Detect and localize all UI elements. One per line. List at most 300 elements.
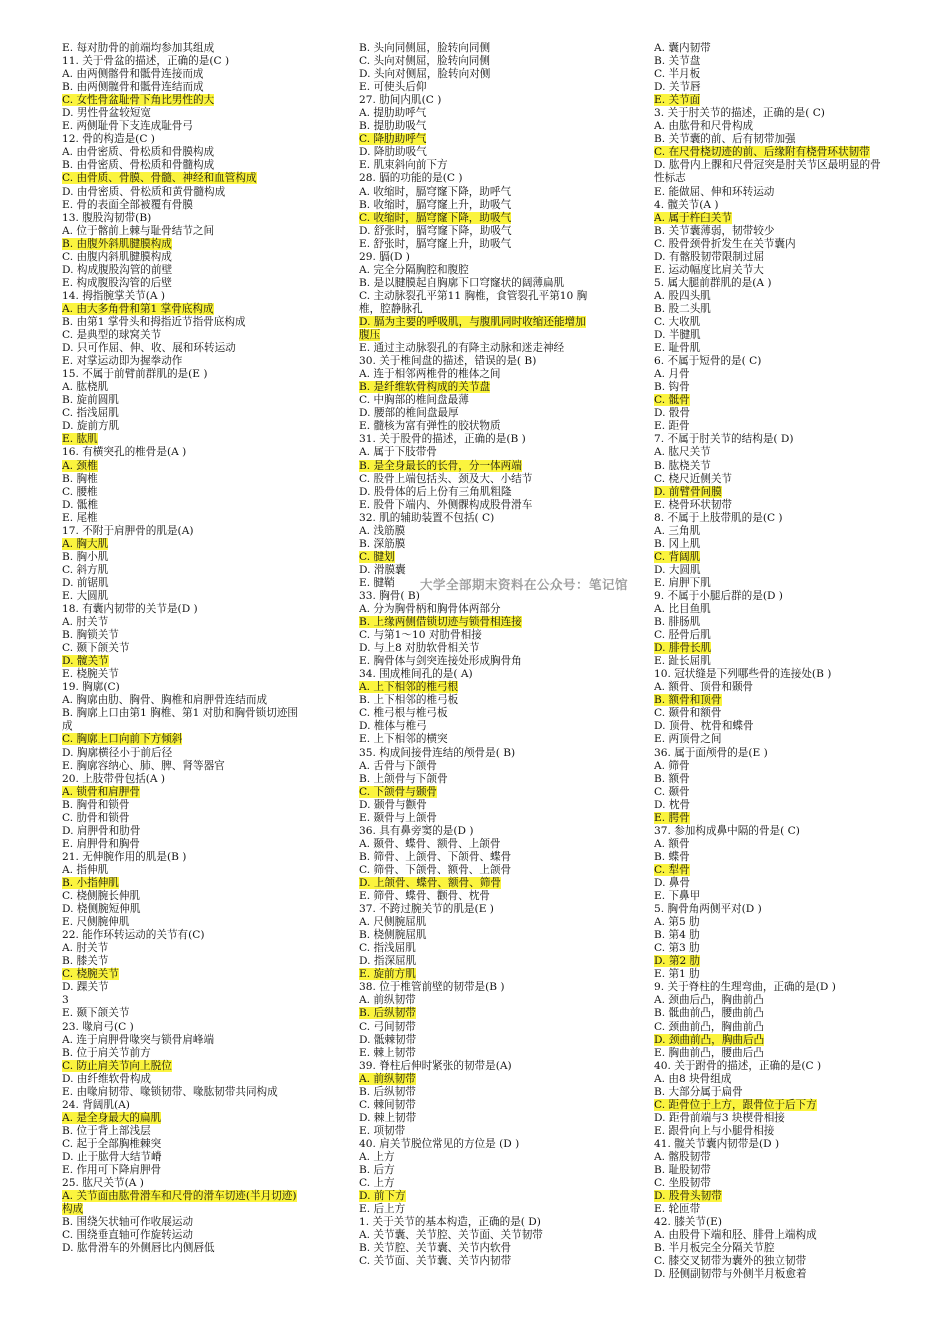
question-line bbox=[359, 1047, 595, 1060]
question-line bbox=[62, 1164, 298, 1177]
question-text: 28. 膈的功能的是(C ) bbox=[359, 172, 463, 185]
answer-highlight: D. 第2 肋 bbox=[654, 955, 701, 968]
question-line bbox=[654, 786, 890, 799]
question-text: C. 股骨上端包括头、颈及大、小结节 bbox=[359, 472, 533, 485]
question-line bbox=[654, 551, 890, 564]
question-line bbox=[654, 460, 890, 473]
answer-highlight: A. 前纵韧带 bbox=[359, 1072, 416, 1085]
question-text: D. 肱骨滑车的外侧唇比内侧唇低 bbox=[62, 1242, 215, 1255]
question-line bbox=[654, 694, 890, 707]
question-text: B. 胸锁关节 bbox=[62, 629, 119, 642]
column-left bbox=[62, 42, 298, 1309]
question-text: C. 与第1～10 对肋骨相接 bbox=[359, 629, 482, 642]
question-text: D. 只可作屈、伸、收、展和环转运动 bbox=[62, 342, 236, 355]
question-line bbox=[654, 616, 890, 629]
question-text: A. 收缩时，膈穹窿下降，助呼气 bbox=[359, 185, 512, 198]
question-line bbox=[359, 981, 595, 994]
question-line bbox=[359, 851, 595, 864]
question-line bbox=[62, 394, 298, 407]
question-text: D. 与上8 对肋软骨相关节 bbox=[359, 642, 480, 655]
question-line bbox=[654, 942, 890, 955]
question-line bbox=[654, 747, 890, 760]
question-line bbox=[654, 590, 890, 603]
question-line bbox=[359, 838, 595, 851]
question-text: D. 胫侧副韧带与外侧半月板愈着 bbox=[654, 1268, 807, 1281]
question-line bbox=[654, 1034, 890, 1047]
question-line bbox=[62, 551, 298, 564]
question-line bbox=[62, 1112, 298, 1125]
question-line bbox=[359, 55, 595, 68]
question-line bbox=[654, 1060, 890, 1073]
question-line bbox=[359, 120, 595, 133]
question-line bbox=[62, 942, 298, 955]
question-line bbox=[359, 1255, 595, 1268]
question-line bbox=[359, 890, 595, 903]
answer-highlight: C. 桡腕关节 bbox=[62, 968, 119, 981]
question-line bbox=[654, 225, 890, 238]
question-text: D. 舒张时，膈穹窿下降，助吸气 bbox=[359, 224, 512, 237]
question-line bbox=[654, 199, 890, 212]
question-text: E. 髓核为富有弹性的胶状物质 bbox=[359, 420, 501, 433]
question-line bbox=[654, 381, 890, 394]
question-text: C. 中胸部的椎间盘最薄 bbox=[359, 394, 469, 407]
question-text: E. 肩胛骨和胸骨 bbox=[62, 837, 141, 850]
question-line bbox=[359, 381, 595, 394]
question-line bbox=[654, 603, 890, 616]
question-line bbox=[62, 577, 298, 590]
question-text: B. 收缩时，膈穹窿上升，助吸气 bbox=[359, 198, 512, 211]
question-line bbox=[359, 1203, 595, 1216]
question-line bbox=[62, 994, 298, 1007]
question-text: 3. 关于肘关节的描述，正确的是( C) bbox=[654, 107, 825, 120]
question-text: D. 由纤维软骨构成 bbox=[62, 1072, 152, 1085]
question-line bbox=[654, 1099, 890, 1112]
question-line bbox=[654, 1242, 890, 1255]
question-line bbox=[62, 864, 298, 877]
question-text: A. 三角肌 bbox=[654, 524, 701, 537]
question-line bbox=[62, 668, 298, 681]
answer-highlight: A. 关节面由肱骨滑车和尺骨的滑车切迹(半月切迹)构成 bbox=[62, 1190, 297, 1216]
question-text: C. 膝交叉韧带为囊外的独立韧带 bbox=[654, 1255, 807, 1268]
question-line bbox=[359, 1007, 595, 1020]
question-line bbox=[62, 616, 298, 629]
question-text: A. 连于相邻两椎骨的椎体之间 bbox=[359, 368, 501, 381]
question-line bbox=[654, 81, 890, 94]
question-line bbox=[359, 460, 595, 473]
question-line bbox=[359, 68, 595, 81]
question-text: E. 上下相邻的横突 bbox=[359, 733, 448, 746]
question-line bbox=[359, 1177, 595, 1190]
question-line bbox=[359, 394, 595, 407]
question-text: A. 筛骨 bbox=[654, 759, 690, 772]
question-line bbox=[359, 1112, 595, 1125]
question-line bbox=[62, 303, 298, 316]
question-text: A. 指伸肌 bbox=[62, 863, 109, 876]
question-line bbox=[654, 773, 890, 786]
question-line bbox=[62, 1216, 298, 1229]
question-text: 12. 骨的构造是(C ) bbox=[62, 133, 155, 146]
question-line bbox=[62, 107, 298, 120]
question-line bbox=[359, 212, 595, 225]
question-line bbox=[359, 42, 595, 55]
question-text: E. 尺侧腕伸肌 bbox=[62, 916, 130, 929]
question-text: C. 股骨颈骨折发生在关节囊内 bbox=[654, 237, 796, 250]
question-text: A. 颞骨、蝶骨、额骨、上颌骨 bbox=[359, 837, 501, 850]
question-line bbox=[359, 186, 595, 199]
question-line bbox=[654, 1021, 890, 1034]
question-line bbox=[654, 238, 890, 251]
question-text: 23. 喙肩弓(C ) bbox=[62, 1020, 134, 1033]
question-line bbox=[654, 146, 890, 159]
question-line bbox=[359, 955, 595, 968]
answer-highlight: A. 属于杵臼关节 bbox=[654, 211, 732, 224]
answer-highlight: C. 由骨质、骨膜、骨髓、神经和血管构成 bbox=[62, 172, 257, 185]
question-line bbox=[654, 707, 890, 720]
question-text: C. 半月板 bbox=[654, 68, 701, 81]
question-line bbox=[359, 825, 595, 838]
question-line bbox=[654, 120, 890, 133]
question-line bbox=[654, 720, 890, 733]
question-text: E. 胸曲前凸，腰曲后凸 bbox=[654, 1046, 764, 1059]
question-line bbox=[359, 799, 595, 812]
question-text: 42. 膝关节(E) bbox=[654, 1216, 722, 1229]
question-line bbox=[62, 525, 298, 538]
question-line bbox=[62, 342, 298, 355]
answer-highlight: D. 前下方 bbox=[359, 1190, 406, 1203]
question-text: E. 腱鞘 bbox=[359, 576, 395, 589]
question-line bbox=[62, 172, 298, 185]
question-line bbox=[62, 146, 298, 159]
question-text: E. 距骨 bbox=[654, 420, 690, 433]
column-right bbox=[654, 42, 890, 1309]
question-text: D. 有髂股韧带限制过屈 bbox=[654, 250, 765, 263]
question-text: E. 通过主动脉裂孔的有降主动脉和迷走神经 bbox=[359, 342, 565, 355]
question-line bbox=[359, 968, 595, 981]
question-text: 30. 关于椎间盘的描述，错误的是( B) bbox=[359, 355, 537, 368]
question-line bbox=[359, 251, 595, 264]
question-text: 40. 关于跗骨的描述，正确的是(C ) bbox=[654, 1059, 822, 1072]
question-line bbox=[62, 473, 298, 486]
question-line bbox=[359, 316, 595, 342]
question-text: B. 上下相邻的椎弓板 bbox=[359, 694, 459, 707]
question-text: 15. 不属于前臂前群肌的是(E ) bbox=[62, 368, 208, 381]
question-text: 32. 肌的辅助装置不包括( C) bbox=[359, 511, 495, 524]
question-text: 16. 有横突孔的椎骨是(A ) bbox=[62, 446, 187, 459]
question-text: D. 骰骨 bbox=[654, 407, 691, 420]
answer-highlight: D. 前臂骨间膜 bbox=[654, 485, 722, 498]
question-line bbox=[62, 564, 298, 577]
question-line bbox=[62, 499, 298, 512]
question-line bbox=[359, 238, 595, 251]
question-text: 6. 不属于短骨的是( C) bbox=[654, 355, 762, 368]
question-text: D. 大圆肌 bbox=[654, 563, 701, 576]
question-text: D. 降肋助吸气 bbox=[359, 146, 427, 159]
question-text: A. 舌骨与下颌骨 bbox=[359, 759, 437, 772]
question-text: C. 围绕垂直轴可作旋转运动 bbox=[62, 1229, 193, 1242]
answer-highlight: C. 女性骨盆耻骨下角比男性的大 bbox=[62, 94, 215, 107]
question-line bbox=[654, 577, 890, 590]
question-line bbox=[654, 1138, 890, 1151]
question-line bbox=[62, 1034, 298, 1047]
question-line bbox=[359, 94, 595, 107]
question-line bbox=[359, 290, 595, 316]
question-line bbox=[654, 825, 890, 838]
question-text: 13. 腹股沟韧带(B) bbox=[62, 211, 152, 224]
question-text: D. 椎体与椎弓 bbox=[359, 720, 427, 733]
question-text: E. 运动幅度比肩关节大 bbox=[654, 263, 764, 276]
question-text: B. 筛骨、上颌骨、下颌骨、蝶骨 bbox=[359, 850, 512, 863]
question-line bbox=[62, 851, 298, 864]
question-line bbox=[359, 655, 595, 668]
question-text: A. 由两侧髂骨和骶骨连接而成 bbox=[62, 68, 204, 81]
question-text: D. 由骨密质、骨松质和黄骨髓构成 bbox=[62, 185, 226, 198]
question-text: B. 上颌骨与下颌骨 bbox=[359, 772, 448, 785]
question-text: E. 能做屈、伸和环转运动 bbox=[654, 185, 775, 198]
question-text: A. 额骨、顶骨和颞骨 bbox=[654, 681, 754, 694]
answer-highlight: D. 颈曲前凸，胸曲后凸 bbox=[654, 1033, 765, 1046]
question-line bbox=[359, 107, 595, 120]
question-text: B. 位于肩关节前方 bbox=[62, 1046, 151, 1059]
question-line bbox=[62, 1060, 298, 1073]
question-text: B. 肱桡关节 bbox=[654, 459, 711, 472]
question-line bbox=[62, 486, 298, 499]
column-middle bbox=[359, 42, 595, 1309]
answer-highlight: A. 颈椎 bbox=[62, 459, 98, 472]
answer-highlight: C. 在尺骨桡切迹的前、后缘附有桡骨环状韧带 bbox=[654, 146, 870, 159]
question-text: E. 棘上韧带 bbox=[359, 1046, 416, 1059]
question-text: A. 额骨 bbox=[654, 837, 690, 850]
question-text: B. 旋前圆肌 bbox=[62, 394, 119, 407]
question-line bbox=[359, 225, 595, 238]
question-text: 3 bbox=[62, 994, 69, 1007]
question-line bbox=[654, 929, 890, 942]
question-line bbox=[359, 1086, 595, 1099]
question-line bbox=[654, 342, 890, 355]
question-line bbox=[654, 903, 890, 916]
question-line bbox=[359, 277, 595, 290]
question-text: A. 由8 块骨组成 bbox=[654, 1072, 732, 1085]
question-line bbox=[654, 890, 890, 903]
question-text: B. 由骨密质、骨松质和骨髓构成 bbox=[62, 159, 215, 172]
question-text: 11. 关于骨盆的描述，正确的是(C ) bbox=[62, 55, 230, 68]
question-line bbox=[62, 407, 298, 420]
question-text: E. 胸廓容纳心、肺、脾、肾等器官 bbox=[62, 759, 225, 772]
question-line bbox=[62, 877, 298, 890]
question-text: A. 肘关节 bbox=[62, 616, 109, 629]
question-line bbox=[62, 747, 298, 760]
question-text: C. 弓间韧带 bbox=[359, 1020, 416, 1033]
question-line bbox=[62, 446, 298, 459]
question-line bbox=[62, 212, 298, 225]
question-line bbox=[359, 629, 595, 642]
question-line bbox=[62, 733, 298, 746]
question-line bbox=[359, 864, 595, 877]
question-text: 36. 属于面颅骨的是(E ) bbox=[654, 746, 768, 759]
question-line bbox=[359, 420, 595, 433]
question-text: A. 囊内韧带 bbox=[654, 42, 711, 54]
question-text: 37. 不跨过腕关节的肌是(E ) bbox=[359, 903, 494, 916]
question-line bbox=[359, 812, 595, 825]
question-text: A. 比目鱼肌 bbox=[654, 603, 711, 616]
question-line bbox=[654, 838, 890, 851]
question-text: C. 第3 肋 bbox=[654, 942, 700, 955]
question-text: E. 项韧带 bbox=[359, 1124, 406, 1137]
question-text: E. 每对肋骨的前端均参加其组成 bbox=[62, 42, 215, 54]
answer-highlight: C. 收缩时，膈穹窿下降，助吸气 bbox=[359, 211, 512, 224]
question-text: 22. 能作环转运动的关节有(C) bbox=[62, 929, 205, 942]
question-line bbox=[62, 1190, 298, 1216]
question-text: D. 距骨前端与3 块楔骨相接 bbox=[654, 1111, 785, 1124]
question-text: A. 由肱骨和尺骨构成 bbox=[654, 120, 754, 133]
question-line bbox=[62, 655, 298, 668]
question-line bbox=[654, 446, 890, 459]
question-line bbox=[359, 407, 595, 420]
question-line bbox=[359, 1138, 595, 1151]
question-text: 27. 肋间内肌(C ) bbox=[359, 94, 442, 107]
question-text: D. 头向对侧屈，脸转向对侧 bbox=[359, 68, 491, 81]
question-text: E. 耻骨肌 bbox=[654, 342, 701, 355]
question-text: E. 下鼻甲 bbox=[654, 890, 701, 903]
question-text: C. 棘间韧带 bbox=[359, 1098, 416, 1111]
question-text: 19. 胸廓(C) bbox=[62, 681, 120, 694]
answer-highlight: A. 是全身最大的扁肌 bbox=[62, 1111, 162, 1124]
question-line bbox=[62, 512, 298, 525]
question-line bbox=[359, 1151, 595, 1164]
question-line bbox=[359, 1099, 595, 1112]
question-line bbox=[62, 825, 298, 838]
question-line bbox=[62, 1099, 298, 1112]
question-text: D. 桡侧腕短伸肌 bbox=[62, 903, 141, 916]
question-line bbox=[62, 290, 298, 303]
question-line bbox=[654, 42, 890, 55]
question-text: D. 骶椎 bbox=[62, 498, 99, 511]
answer-highlight: B. 由腹外斜肌腱膜构成 bbox=[62, 237, 172, 250]
question-line bbox=[62, 368, 298, 381]
question-text: C. 是典型的球窝关节 bbox=[62, 329, 162, 342]
answer-highlight: D. 腓骨长肌 bbox=[654, 642, 712, 655]
question-text: E. 趾长屈肌 bbox=[654, 655, 711, 668]
question-text: 14. 拇指腕掌关节(A ) bbox=[62, 289, 166, 302]
question-text: C. 颈曲前凸，胸曲前凸 bbox=[654, 1020, 764, 1033]
question-text: C. 指浅屈肌 bbox=[359, 942, 416, 955]
answer-highlight: B. 后纵韧带 bbox=[359, 1007, 416, 1020]
question-text: D. 半腱肌 bbox=[654, 329, 701, 342]
question-line bbox=[62, 681, 298, 694]
question-line bbox=[62, 460, 298, 473]
question-line bbox=[359, 1034, 595, 1047]
question-line bbox=[359, 1021, 595, 1034]
question-text: 40. 肩关节脱位常见的方位是 (D ) bbox=[359, 1137, 520, 1150]
question-line bbox=[62, 251, 298, 264]
question-text: 4. 髋关节(A ) bbox=[654, 198, 719, 211]
question-text: B. 位于背上部浅层 bbox=[62, 1124, 151, 1137]
question-line bbox=[62, 381, 298, 394]
question-text: A. 髂股韧带 bbox=[654, 1150, 711, 1163]
question-line bbox=[654, 1216, 890, 1229]
question-line bbox=[654, 499, 890, 512]
question-line bbox=[62, 42, 298, 55]
question-line bbox=[359, 994, 595, 1007]
question-text: A. 提肋助呼气 bbox=[359, 107, 427, 120]
question-text: E. 胸骨体与剑突连接处形成胸骨角 bbox=[359, 655, 522, 668]
question-text: B. 耻股韧带 bbox=[654, 1164, 711, 1177]
question-text: C. 坐股韧带 bbox=[654, 1177, 711, 1190]
question-line bbox=[62, 1229, 298, 1242]
answer-highlight: E. 旋前方肌 bbox=[359, 968, 416, 981]
question-line bbox=[62, 955, 298, 968]
question-text: A. 完全分隔胸腔和腹腔 bbox=[359, 263, 469, 276]
answer-highlight: C. 胸廓上口向前下方倾斜 bbox=[62, 733, 183, 746]
question-line bbox=[62, 890, 298, 903]
question-line bbox=[62, 929, 298, 942]
question-text: 25. 肱尺关节(A ) bbox=[62, 1177, 144, 1190]
question-text: 34. 围成椎间孔的是( A) bbox=[359, 668, 473, 681]
question-text: 39. 脊柱后伸时紧张的韧带是(A) bbox=[359, 1059, 512, 1072]
question-line bbox=[62, 225, 298, 238]
answer-highlight: A. 胸大肌 bbox=[62, 537, 109, 550]
question-line bbox=[359, 264, 595, 277]
question-text: D. 踝关节 bbox=[62, 981, 109, 994]
question-line bbox=[359, 473, 595, 486]
question-line bbox=[654, 525, 890, 538]
question-line bbox=[654, 368, 890, 381]
question-line bbox=[654, 851, 890, 864]
question-line bbox=[62, 316, 298, 329]
question-text: D. 腰部的椎间盘最厚 bbox=[359, 407, 459, 420]
question-line bbox=[359, 133, 595, 146]
question-text: E. 后上方 bbox=[359, 1203, 406, 1216]
question-line bbox=[654, 186, 890, 199]
answer-highlight: C. 降肋助呼气 bbox=[359, 133, 427, 146]
question-line bbox=[654, 916, 890, 929]
question-line bbox=[654, 1047, 890, 1060]
answer-highlight: E. 肱肌 bbox=[62, 433, 98, 446]
question-text: 24. 背阔肌(A) bbox=[62, 1098, 130, 1111]
question-line bbox=[62, 81, 298, 94]
question-line bbox=[654, 564, 890, 577]
question-line bbox=[359, 159, 595, 172]
question-text: E. 舒张时，膈穹窿上升，助吸气 bbox=[359, 237, 512, 250]
question-text: D. 滑膜囊 bbox=[359, 563, 406, 576]
question-line bbox=[654, 629, 890, 642]
question-line bbox=[62, 277, 298, 290]
question-line bbox=[654, 1151, 890, 1164]
question-text: A. 位于髂前上棘与耻骨结节之间 bbox=[62, 224, 215, 237]
question-line bbox=[654, 355, 890, 368]
question-text: B. 关节盘 bbox=[654, 55, 701, 68]
question-line bbox=[359, 355, 595, 368]
question-text: B. 第4 肋 bbox=[654, 929, 700, 942]
question-text: D. 骶棘韧带 bbox=[359, 1033, 417, 1046]
question-text: A. 关节囊、关节腔、关节面、关节韧带 bbox=[359, 1229, 543, 1242]
question-line bbox=[359, 642, 595, 655]
question-text: E. 颞下颌关节 bbox=[62, 1007, 130, 1020]
question-text: D. 股骨体的后上份有三角肌粗隆 bbox=[359, 485, 512, 498]
question-text: C. 由腹内斜肌腱膜构成 bbox=[62, 250, 172, 263]
question-line bbox=[62, 694, 298, 707]
question-line bbox=[654, 486, 890, 499]
question-line bbox=[359, 525, 595, 538]
question-text: E. 肩胛下肌 bbox=[654, 576, 711, 589]
answer-highlight: A. 上下相邻的椎弓根 bbox=[359, 681, 459, 694]
question-text: E. 股骨下端内、外侧髁构成股骨滑车 bbox=[359, 498, 533, 511]
question-text: D. 胸廓横径小于前后径 bbox=[62, 746, 173, 759]
question-line bbox=[654, 473, 890, 486]
question-line bbox=[654, 1112, 890, 1125]
question-text: 20. 上肢带骨包括(A ) bbox=[62, 772, 166, 785]
question-text: C. 关节面、关节囊、关节内韧带 bbox=[359, 1255, 512, 1268]
question-text: E. 肌束斜向前下方 bbox=[359, 159, 448, 172]
